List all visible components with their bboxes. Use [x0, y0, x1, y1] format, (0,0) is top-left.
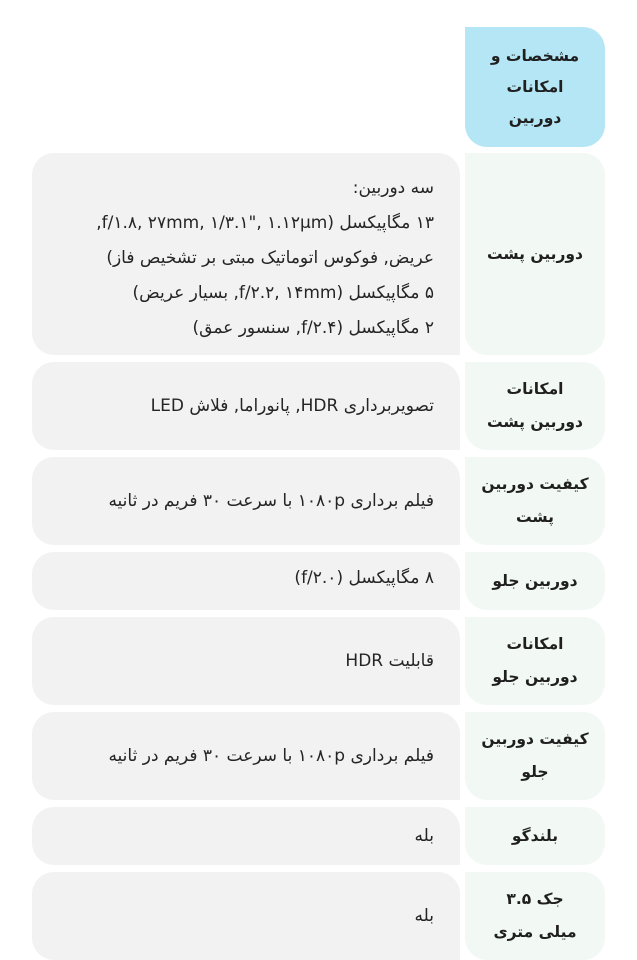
- spec-value-text: فیلم برداری ۱۰۸۰p با سرعت ۳۰ فریم در ثانیه: [108, 490, 434, 511]
- spec-value: [32, 153, 460, 355]
- spec-value: [32, 617, 460, 705]
- spec-value-text: بله: [414, 825, 434, 846]
- spec-row-front-camera: [32, 552, 605, 610]
- spec-value: [32, 872, 460, 960]
- spec-label: دوربین پشت: [465, 153, 605, 355]
- spec-row-headphone-jack: [32, 872, 605, 960]
- spec-value: [32, 362, 460, 450]
- spec-row-front-camera-quality: [32, 712, 605, 800]
- section-header: مشخصات و امکانات دوربین: [465, 27, 605, 147]
- spec-value-text: فیلم برداری ۱۰۸۰p با سرعت ۳۰ فریم در ثانیه: [108, 745, 434, 766]
- spec-label: امکانات دوربین جلو: [465, 617, 605, 705]
- spec-value: [32, 552, 460, 610]
- spec-value-text: سه دوربین: ۱۳ مگاپیکسل (f/۱.۸, ۲۷mm, ۱/۳.۱", ۱.۱۲μm, عریض, فوکوس اتوماتیک مبتی بر تشخیص فاز) ۵ مگاپیکسل (f/۲.۲, ۱۴mm, بسیار عریض) ۲ مگاپیکسل (f/۲.۴, سنسور عمق): [96, 178, 434, 338]
- spec-value: [32, 807, 460, 865]
- spec-value: [32, 712, 460, 800]
- spec-label: دوربین جلو: [465, 552, 605, 610]
- spec-label: کیفیت دوربین پشت: [465, 457, 605, 545]
- spec-row-front-camera-features: [32, 617, 605, 705]
- spec-value-text: تصویربرداری HDR, پانوراما, فلاش LED: [150, 395, 434, 416]
- spec-value-text: ۸ مگاپیکسل (f/۲.۰): [294, 568, 434, 588]
- spec-value-text: قابلیت HDR: [345, 650, 434, 671]
- spec-value-text: بله: [414, 905, 434, 926]
- spec-label: بلندگو: [465, 807, 605, 865]
- spec-row-rear-camera: [32, 153, 605, 355]
- spec-row-rear-camera-features: [32, 362, 605, 450]
- spec-label: امکانات دوربین پشت: [465, 362, 605, 450]
- spec-row-speaker: [32, 807, 605, 865]
- spec-label: جک ۳.۵ میلی متری: [465, 872, 605, 960]
- spec-label: کیفیت دوربین جلو: [465, 712, 605, 800]
- spec-row-rear-camera-quality: [32, 457, 605, 545]
- spec-value: [32, 457, 460, 545]
